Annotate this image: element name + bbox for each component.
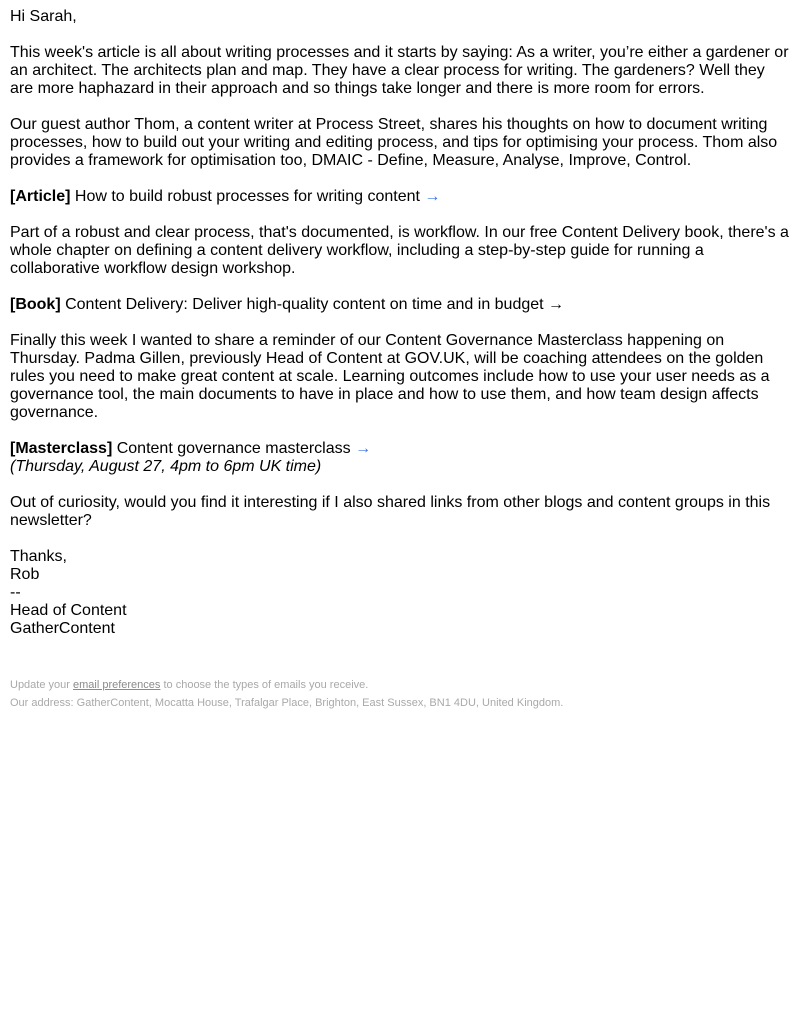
- curiosity-paragraph: Out of curiosity, would you find it interesting if I also shared links from other blogs and content groups in this newsletter?: [10, 494, 771, 529]
- footer-preferences-line: [10, 676, 792, 694]
- book-link-line[interactable]: [10, 296, 792, 314]
- signature-company: GatherContent: [10, 620, 115, 637]
- masterclass-time: (Thursday, August 27, 4pm to 6pm UK time): [10, 458, 322, 475]
- masterclass-tag: [Masterclass]: [10, 440, 113, 457]
- book-tag: [Book]: [10, 296, 61, 313]
- signature-name: Rob: [10, 566, 40, 583]
- book-link-text[interactable]: Content Delivery: Deliver high-quality content on time and in budget: [60, 296, 549, 313]
- signature-role: Head of Content: [10, 602, 127, 619]
- masterclass-arrow-icon[interactable]: →: [355, 440, 372, 457]
- article-tag: [Article]: [10, 188, 71, 205]
- masterclass-link-line[interactable]: [10, 440, 792, 458]
- article-link-text[interactable]: How to build robust processes for writing content: [70, 188, 425, 205]
- email-body: [10, 8, 792, 638]
- email-footer: [10, 676, 792, 712]
- signature-thanks: Thanks,: [10, 548, 67, 565]
- intro-paragraph: This week's article is all about writing processes and it starts by saying: As a writer, you’re either a gardener or an architect. The architects plan and map. They have a clear process for writing. The gardeners? Well they are more haphazard in their approach and so things take longer and there is more room for errors.: [10, 44, 789, 97]
- guest-author-paragraph: Our guest author Thom, a content writer at Process Street, shares his thoughts on how to document writing processes, how to build out your writing and editing process, and tips for optimising your process. Thom also provides a framework for optimisation too, DMAIC - Define, Measure, Analyse, Improve, Control.: [10, 116, 778, 169]
- email-preferences-link[interactable]: email preferences: [72, 679, 161, 691]
- footer-prefs-before: Update your: [10, 679, 73, 691]
- masterclass-link-text[interactable]: Content governance masterclass: [112, 440, 356, 457]
- footer-address: Our address: GatherContent, Mocatta House, Trafalgar Place, Brighton, East Sussex, BN1 4DU, United Kingdom.: [10, 697, 564, 709]
- footer-prefs-after: to choose the types of emails you receive.: [160, 679, 369, 691]
- signature-separator: --: [10, 584, 21, 601]
- masterclass-paragraph: Finally this week I wanted to share a reminder of our Content Governance Masterclass happening on Thursday. Padma Gillen, previously Head of Content at GOV.UK, will be coaching attendees on the golden rules you need to make great content at scale. Learning outcomes include how to use your user needs as a governance tool, the main documents to have in place and how to use them, and how team design affects governance.: [10, 332, 770, 421]
- book-arrow-icon[interactable]: →: [548, 296, 565, 313]
- signature: [10, 548, 792, 638]
- article-link-line[interactable]: [10, 188, 792, 206]
- workflow-paragraph: Part of a robust and clear process, that's documented, is workflow. In our free Content Delivery book, there's a whole chapter on defining a content delivery workflow, including a step-by-step guide for running a collaborative workflow design workshop.: [10, 224, 789, 277]
- greeting: Hi Sarah,: [10, 8, 77, 25]
- article-arrow-icon[interactable]: →: [424, 188, 441, 205]
